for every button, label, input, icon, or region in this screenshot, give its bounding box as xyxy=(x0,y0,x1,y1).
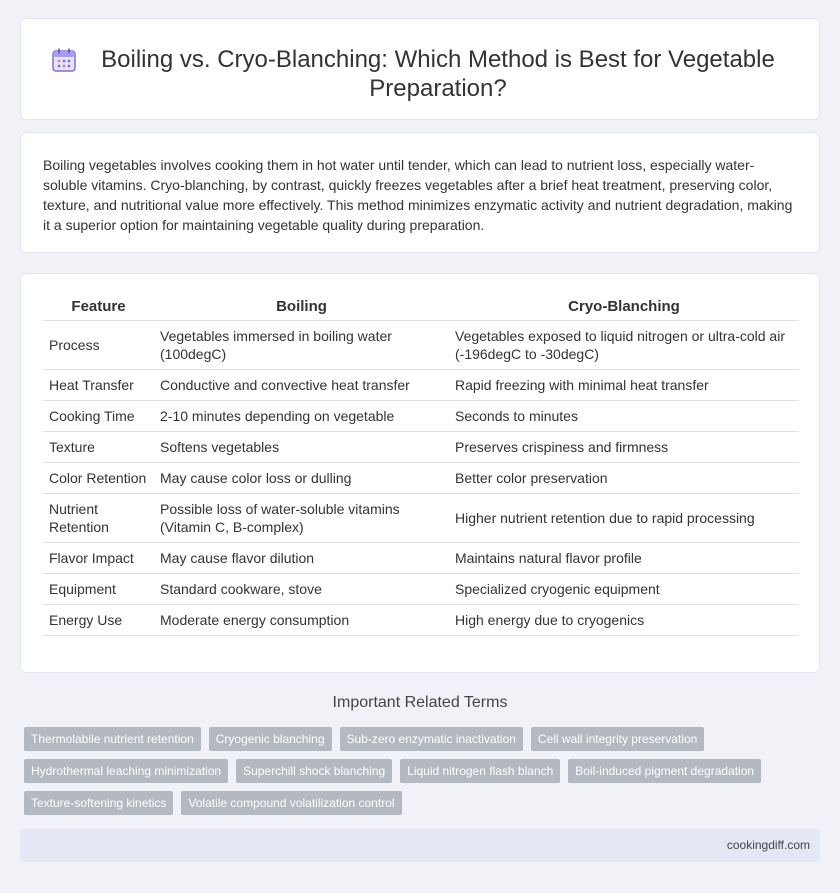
title-card xyxy=(20,18,820,120)
feature-cell: Nutrient Retention xyxy=(43,493,154,542)
feature-cell: Color Retention xyxy=(43,462,154,493)
related-term-tag[interactable]: Hydrothermal leaching minimization xyxy=(24,759,228,783)
tag-row xyxy=(24,727,804,751)
cryo-cell: Rapid freezing with minimal heat transfer xyxy=(449,369,799,400)
table-row xyxy=(43,573,799,604)
related-term-tag[interactable]: Thermolabile nutrient retention xyxy=(24,727,201,751)
comparison-table xyxy=(43,294,799,636)
cryo-cell: Preserves crispiness and firmness xyxy=(449,431,799,462)
cryo-cell: Better color preservation xyxy=(449,462,799,493)
related-term-tag[interactable]: Texture-softening kinetics xyxy=(24,791,173,815)
related-term-tag[interactable]: Cell wall integrity preservation xyxy=(531,727,704,751)
feature-cell: Equipment xyxy=(43,573,154,604)
boiling-cell: Moderate energy consumption xyxy=(154,604,449,635)
title-wrap xyxy=(21,19,819,103)
related-term-tag[interactable]: Superchill shock blanching xyxy=(236,759,392,783)
related-term-tag[interactable]: Cryogenic blanching xyxy=(209,727,332,751)
table-header-row xyxy=(43,294,799,320)
boiling-cell: Standard cookware, stove xyxy=(154,573,449,604)
comparison-card xyxy=(20,273,820,673)
feature-cell: Flavor Impact xyxy=(43,542,154,573)
boiling-cell: Softens vegetables xyxy=(154,431,449,462)
footer-bar xyxy=(20,829,820,862)
boiling-cell: Vegetables immersed in boiling water (100degC) xyxy=(154,320,449,369)
header-feature: Feature xyxy=(43,294,154,320)
cryo-cell: High energy due to cryogenics xyxy=(449,604,799,635)
table-row xyxy=(43,320,799,369)
table-row xyxy=(43,369,799,400)
related-terms-heading: Important Related Terms xyxy=(332,694,508,711)
header-boiling: Boiling xyxy=(154,294,449,320)
tag-row xyxy=(24,791,804,815)
boiling-cell: Conductive and convective heat transfer xyxy=(154,369,449,400)
feature-cell: Process xyxy=(43,320,154,369)
boiling-cell: Possible loss of water-soluble vitamins (Vitamin C, B-complex) xyxy=(154,493,449,542)
cryo-cell: Maintains natural flavor profile xyxy=(449,542,799,573)
boiling-cell: May cause color loss or dulling xyxy=(154,462,449,493)
feature-cell: Texture xyxy=(43,431,154,462)
header-cryo-blanching: Cryo-Blanching xyxy=(449,294,799,320)
intro-card xyxy=(20,132,820,253)
related-term-tag[interactable]: Volatile compound volatilization control xyxy=(181,791,401,815)
related-term-tag[interactable]: Sub-zero enzymatic inactivation xyxy=(340,727,523,751)
table-row xyxy=(43,431,799,462)
footer-site-link[interactable]: cookingdiff.com xyxy=(726,838,810,852)
boiling-cell: May cause flavor dilution xyxy=(154,542,449,573)
table-row xyxy=(43,604,799,635)
cryo-cell: Vegetables exposed to liquid nitrogen or ultra-cold air (-196degC to -30degC) xyxy=(449,320,799,369)
boiling-cell: 2-10 minutes depending on vegetable xyxy=(154,400,449,431)
feature-cell: Cooking Time xyxy=(43,400,154,431)
intro-paragraph: Boiling vegetables involves cooking them in hot water until tender, which can lead to nutrient loss, especially water-soluble vitamins. Cryo-blanching, by contrast, quickly freezes vegetables after a brief heat treatment, preserving color, texture, and nutritional value more effectively. This method minimizes enzymatic activity and nutrient degradation, making it a superior option for maintaining vegetable quality during preparation. xyxy=(43,157,793,233)
related-terms-tags xyxy=(24,727,804,823)
cryo-cell: Specialized cryogenic equipment xyxy=(449,573,799,604)
feature-cell: Energy Use xyxy=(43,604,154,635)
table-row xyxy=(43,542,799,573)
cryo-cell: Higher nutrient retention due to rapid processing xyxy=(449,493,799,542)
page-title: Boiling vs. Cryo-Blanching: Which Method is Best for Vegetable Preparation? xyxy=(101,46,775,102)
related-term-tag[interactable]: Boil-induced pigment degradation xyxy=(568,759,761,783)
related-term-tag[interactable]: Liquid nitrogen flash blanch xyxy=(400,759,560,783)
table-row xyxy=(43,462,799,493)
calendar-icon xyxy=(51,47,77,73)
feature-cell: Heat Transfer xyxy=(43,369,154,400)
tag-row xyxy=(24,759,804,783)
table-row xyxy=(43,400,799,431)
cryo-cell: Seconds to minutes xyxy=(449,400,799,431)
table-row xyxy=(43,493,799,542)
